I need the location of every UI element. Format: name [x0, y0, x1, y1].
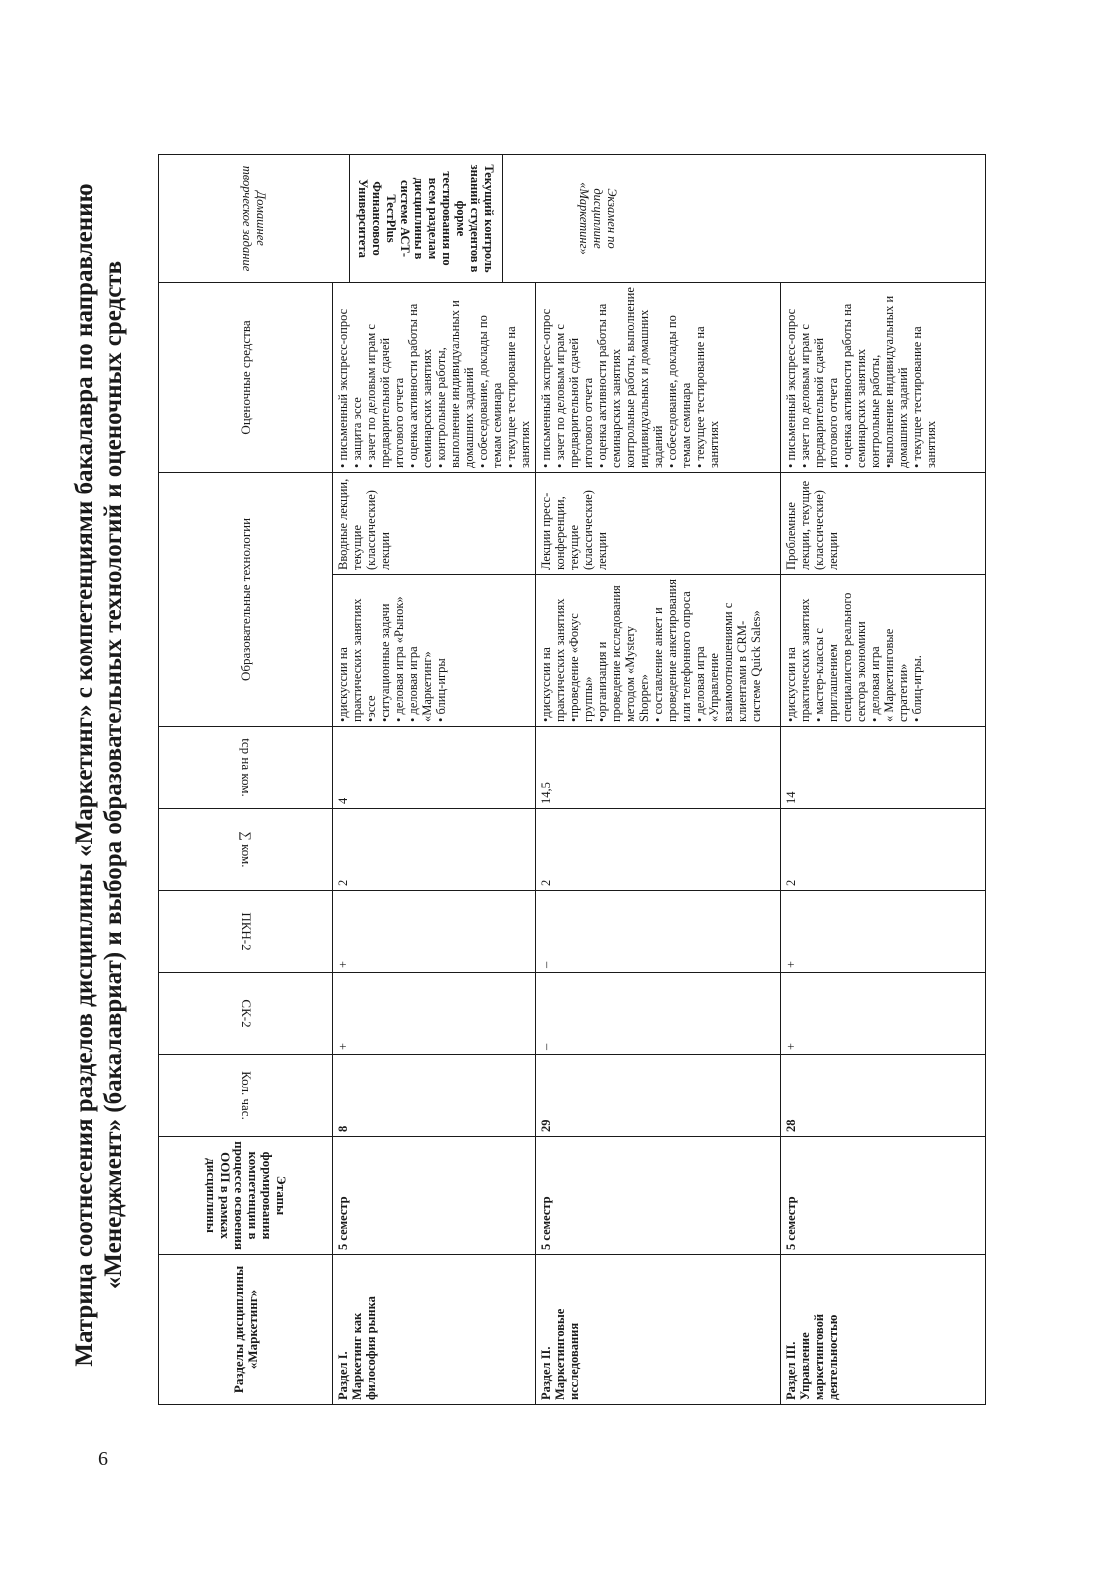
- table-row: [781, 154, 986, 1404]
- page-number: 6: [98, 1448, 108, 1470]
- header-edu-tech: Образовательные технологии: [159, 472, 333, 726]
- stage-cell: 5 семестр: [781, 1137, 986, 1255]
- sk2-cell: +: [781, 973, 986, 1055]
- header-hours: Кол. час.: [159, 1055, 333, 1137]
- pkn2-cell: –: [536, 891, 781, 973]
- title-block: [70, 130, 158, 1420]
- lecture-types-cell: Лекции пресс-конференции, текущие (классические) лекции: [536, 472, 781, 574]
- header-stages: Этапы формирования компетенции в процессе освоения ООП в рамках дисциплины: [159, 1137, 333, 1255]
- avg-cell: 14: [781, 727, 986, 809]
- hours-cell: 28: [781, 1055, 986, 1137]
- pkn2-cell: +: [781, 891, 986, 973]
- avg-cell: 4: [333, 727, 536, 809]
- section-cell: Раздел I. Маркетинг как философия рынка: [333, 1255, 536, 1405]
- assessment-cell: • письменный экспресс-опрос • зачет по деловым играм с предварительной сдачей итогового отчета • оценка активности работы на семинарских занятиях контрольные работы, выполнение индивидуальных и домашних заданий • собеседование, доклады по темам семинара • текущее тестирование на занятиях: [536, 282, 781, 472]
- sk2-cell: –: [536, 973, 781, 1055]
- header-row: [159, 154, 333, 1404]
- avg-cell: 14,5: [536, 727, 781, 809]
- page-title-line-1: Матрица соотнесения разделов дисциплины «Маркетинг» с компетенциями бакалавра по направлению: [71, 183, 98, 1367]
- edu-tech-cell: •дискуссии на практических занятиях • мастер-классы с приглашением специалистов реального сектора экономики • деловая игра « Маркетинговые стратегии» • блиц-игры.: [781, 575, 986, 727]
- stage-cell: 5 семестр: [333, 1137, 536, 1255]
- table-row: [536, 154, 781, 1404]
- edu-tech-cell: •дискуссии на практических занятиях •проведение «Фокус группы» •организация и проведение исследования методом «Mystery Shopper» • составление анкет и проведение анкетирования или телефонного опроса • деловая игра «Управление взаимоотношениями с клиентами в CRM-системе Quick Sales»: [536, 575, 781, 727]
- section-cell: Раздел III. Управление маркетинговой деятельностью: [781, 1255, 986, 1405]
- header-sk2: СК-2: [159, 973, 333, 1055]
- assessment-cell: • письменный экспресс-опрос • зачет по деловым играм с предварительной сдачей итогового отчета • оценка активности работы на семинарских занятиях контрольные работы, •выполнение индивидуальных и домашних заданий • текущее тестирование на занятиях: [781, 282, 986, 472]
- competency-matrix-table: [158, 154, 986, 1405]
- rotated-page-content: [70, 130, 950, 1420]
- lecture-types-cell: Проблемные лекции, текущие (классические) лекции: [781, 472, 986, 574]
- side-exam: Экзамен по дисциплине «Маркетинг»: [577, 182, 619, 255]
- hours-cell: 8: [333, 1055, 536, 1137]
- header-sections: Разделы дисциплины «Маркетинг»: [159, 1255, 333, 1405]
- lecture-types-cell: Вводные лекции, текущие (классические) лекции: [333, 472, 536, 574]
- table-row: [333, 154, 536, 1404]
- section-cell: Раздел II. Маркетинговые исследования: [536, 1255, 781, 1405]
- side-homework: Домашнее творческое задание: [159, 155, 350, 282]
- page-title-line-2: «Менеджмент» (бакалавриат) и выбора образовательных технологий и оценочных средств: [100, 260, 127, 1290]
- side-control: Текущий контроль знаний студентов в форме тестирования по всем разделам дисциплины в системе АСТ-ТестPlus Финансового Университета: [350, 155, 503, 282]
- stage-cell: 5 семестр: [536, 1137, 781, 1255]
- edu-tech-cell: •дискуссии на практических занятиях •эссе •ситуационные задачи • деловая игра «Рынок» • деловая игра «Маркетинг» • блиц-игры: [333, 575, 536, 727]
- header-assessment: Оценочные средства: [159, 282, 333, 472]
- sk2-cell: +: [333, 973, 536, 1055]
- pkn2-cell: +: [333, 891, 536, 973]
- header-sum-comp: ∑ ком.: [159, 809, 333, 891]
- assessment-cell: • письменный экспресс-опрос • защита эссе • зачет по деловым играм с предварительной сдачей итогового отчета • оценка активности работы на семинарских занятиях • контрольные работы, выполнение индивидуальных и домашних заданий • собеседование, доклады по темам семинара • текущее тестирование на занятиях: [333, 282, 536, 472]
- side-column: [159, 154, 986, 282]
- header-pkn2: ПКН-2: [159, 891, 333, 973]
- header-avg-per-comp: tср на ком.: [159, 727, 333, 809]
- hours-cell: 29: [536, 1055, 781, 1137]
- sum-comp-cell: 2: [536, 809, 781, 891]
- sum-comp-cell: 2: [333, 809, 536, 891]
- sum-comp-cell: 2: [781, 809, 986, 891]
